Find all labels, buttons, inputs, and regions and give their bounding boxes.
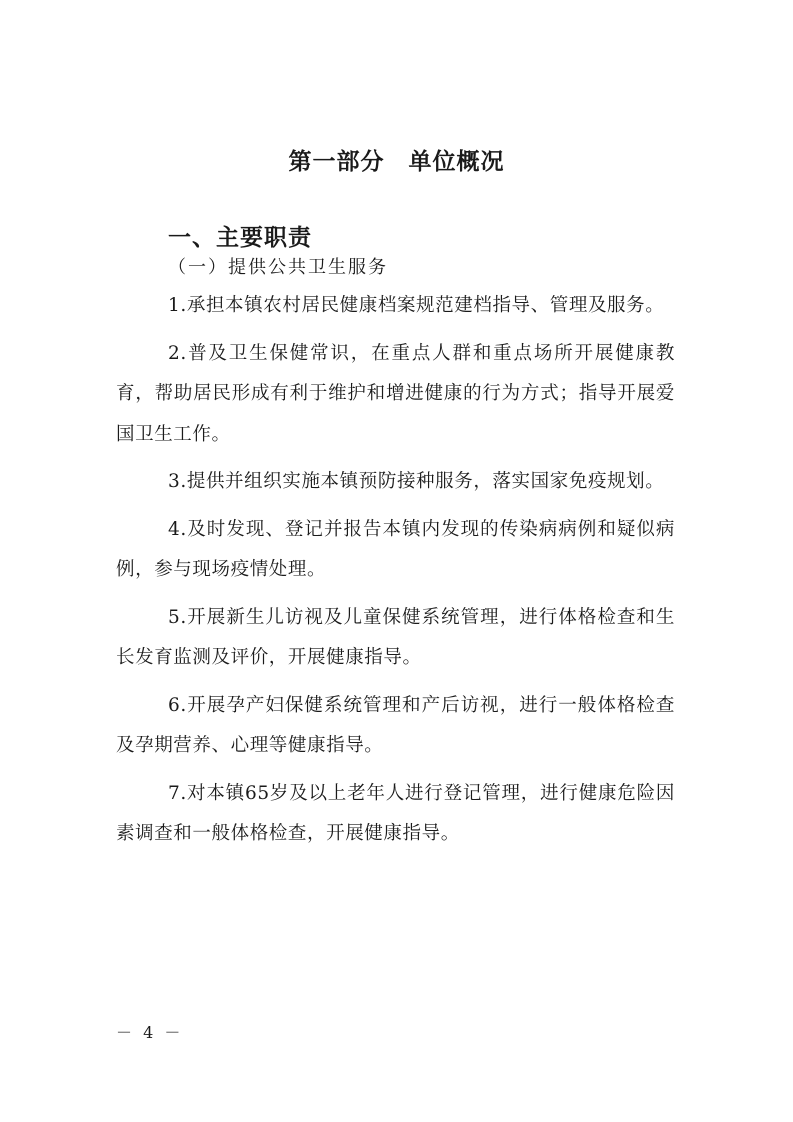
duty-paragraph-4: 4.及时发现、登记并报告本镇内发现的传染病病例和疑似病例，参与现场疫情处理。 bbox=[116, 518, 675, 580]
duties-list bbox=[116, 286, 675, 862]
part-title: 第一部分 单位概况 bbox=[288, 149, 505, 175]
duty-paragraph-2: 2.普及卫生保健常识，在重点人群和重点场所开展健康教育，帮助居民形成有利于维护和增进健康的行为方式；指导开展爱国卫生工作。 bbox=[116, 342, 675, 445]
duty-paragraph-5: 5.开展新生儿访视及儿童保健系统管理，进行体格检查和生长发育监测及评价，开展健康指导。 bbox=[116, 606, 675, 668]
page-number: － 4 － bbox=[116, 1023, 184, 1042]
subsection-heading: （一）提供公共卫生服务 bbox=[168, 257, 388, 278]
duty-paragraph-7: 7.对本镇65岁及以上老年人进行登记管理，进行健康危险因素调查和一般体格检查，开展健康指导。 bbox=[116, 782, 675, 844]
duty-paragraph-1: 1.承担本镇农村居民健康档案规范建档指导、管理及服务。 bbox=[168, 295, 665, 316]
duty-paragraph-3: 3.提供并组织实施本镇预防接种服务，落实国家免疫规划。 bbox=[168, 471, 665, 492]
section-heading: 一、主要职责 bbox=[168, 225, 312, 251]
duty-paragraph-6: 6.开展孕产妇保健系统管理和产后访视，进行一般体格检查及孕期营养、心理等健康指导。 bbox=[116, 694, 675, 756]
